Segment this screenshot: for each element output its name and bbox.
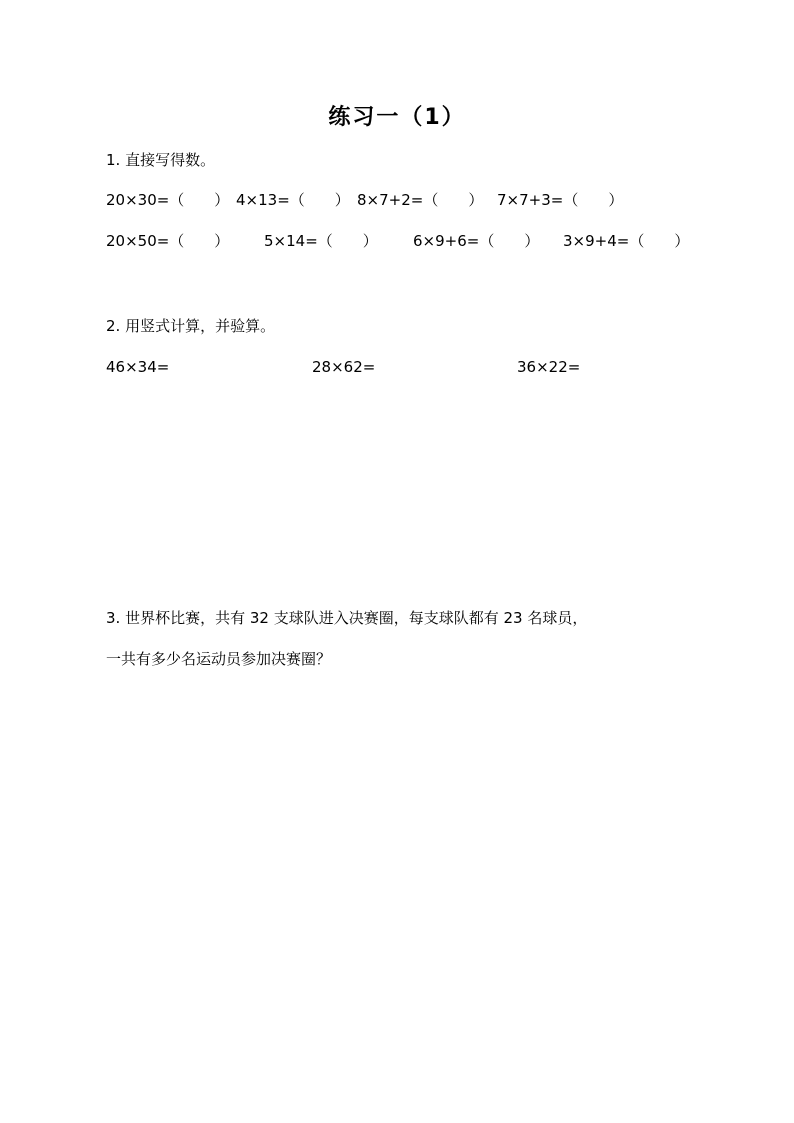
question-3-line-1: 3. 世界杯比赛，共有 32 支球队进入决赛圈，每支球队都有 23 名球员， <box>106 609 588 627</box>
page-title: 练习一（1） <box>328 105 466 130</box>
q2-item-3: 36×22= <box>517 358 581 376</box>
q1-row2-item-1: 20×50=（ ） <box>106 232 230 250</box>
q1-row1-item-4: 7×7+3=（ ） <box>497 191 624 209</box>
question-2-heading: 2. 用竖式计算，并验算。 <box>106 317 276 335</box>
q1-row2-item-4: 3×9+4=（ ） <box>563 232 690 250</box>
q2-item-2: 28×62= <box>312 358 376 376</box>
question-1-heading: 1. 直接写得数。 <box>106 151 216 169</box>
q1-row2-item-2: 5×14=（ ） <box>264 232 378 250</box>
q1-row2-item-3: 6×9+6=（ ） <box>413 232 540 250</box>
question-3-line-2: 一共有多少名运动员参加决赛圈？ <box>106 650 332 668</box>
q1-row1-item-3: 8×7+2=（ ） <box>357 191 484 209</box>
q1-row1-item-1: 20×30=（ ） <box>106 191 230 209</box>
q1-row1-item-2: 4×13=（ ） <box>236 191 350 209</box>
q2-item-1: 46×34= <box>106 358 170 376</box>
